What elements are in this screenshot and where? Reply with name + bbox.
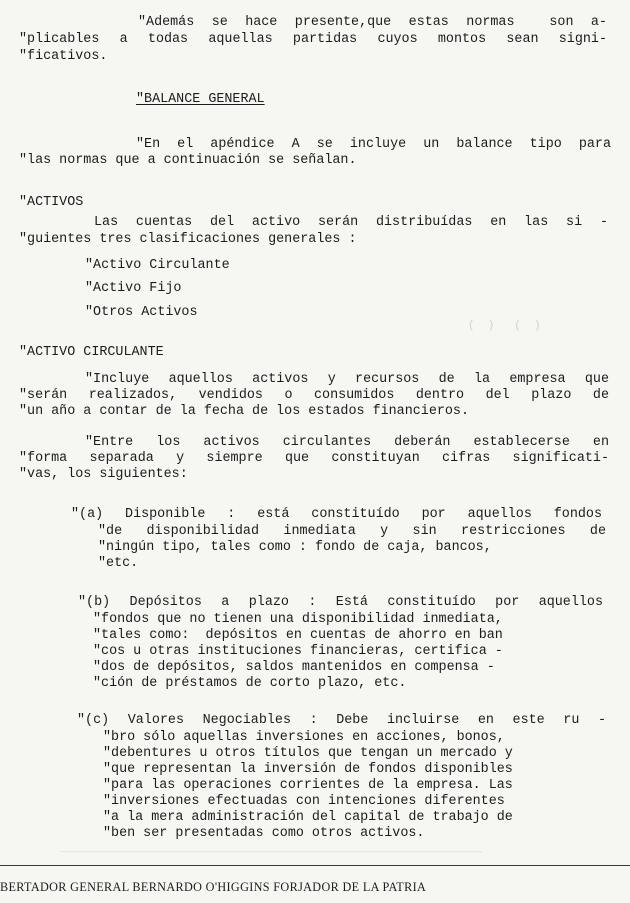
activos-item-2: "Activo Fijo <box>85 281 182 296</box>
item-a-line-4: "etc. <box>98 556 139 571</box>
activos-line-1: Las cuentas del activo serán distribuídas en las si - <box>94 215 608 230</box>
item-a-line-3: "ningún tipo, tales como : fondo de caja, bancos, <box>98 540 492 555</box>
footer-rule <box>0 865 630 866</box>
item-b-line-4: "cos u otras instituciones financieras, certifica - <box>93 644 503 659</box>
circulante-p2-line-3: "vas, los siguientes: <box>19 467 188 482</box>
item-c-line-2: "bro sólo aquellas inversiones en acciones, bonos, <box>103 730 505 745</box>
item-a-line-2: "de disponibilidad inmediata y sin restricciones de <box>98 524 606 539</box>
item-c-line-3: "debentures u otros títulos que tengan un mercado y <box>103 746 513 761</box>
item-c-line-6: "inversiones efectuadas con intenciones diferentes <box>103 794 505 809</box>
activos-item-3: "Otros Activos <box>85 305 198 320</box>
balance-line-2: "las normas que a continuación se señalan. <box>19 153 357 168</box>
footer-text: BERTADOR GENERAL BERNARDO O'HIGGINS FORJADOR DE LA PATRIA <box>0 880 427 894</box>
item-b-line-2: "fondos que no tienen una disponibilidad inmediata, <box>93 612 503 627</box>
item-a-line-1: "(a) Disponible : está constituído por aquellos fondos <box>71 507 602 522</box>
balance-heading: "BALANCE GENERAL <box>136 92 265 107</box>
item-c-line-1: "(c) Valores Negociables : Debe incluirse en este ru - <box>77 713 606 728</box>
activos-item-1: "Activo Circulante <box>85 258 230 273</box>
item-b-line-6: "ción de préstamos de corto plazo, etc. <box>93 676 407 691</box>
circulante-p2-line-1: "Entre los activos circulantes deberán establecerse en <box>85 435 609 450</box>
intro-line-2: "plicables a todas aquellas partidas cuyos montos sean signi- <box>19 32 607 47</box>
intro-line-3: "ficativos. <box>19 49 108 64</box>
circulante-p2-line-2: "forma separada y siempre que constituyan cifras significati- <box>19 451 609 466</box>
balance-line-1: "En el apéndice A se incluye un balance tipo para <box>136 137 611 152</box>
bleed-through-mark: ________________________________________________________________ <box>60 843 483 855</box>
circulante-p1-line-2: "serán realizados, vendidos o consumidos dentro del plazo de <box>19 388 609 403</box>
activos-heading: "ACTIVOS <box>19 195 84 210</box>
item-b-line-5: "dos de depósitos, saldos mantenidos en compensa - <box>93 660 495 675</box>
item-c-line-8: "ben ser presentadas como otros activos. <box>103 826 425 841</box>
circulante-p1-line-1: "Incluye aquellos activos y recursos de la empresa que <box>85 372 609 387</box>
circulante-p1-line-3: "un año a contar de la fecha de los estados financieros. <box>19 404 469 419</box>
item-c-line-5: "para las operaciones corrientes de la empresa. Las <box>103 778 513 793</box>
bleed-through-mark: ( ) ( ) <box>468 320 541 332</box>
intro-line-1: "Además se hace presente,que estas normas son a- <box>138 15 607 30</box>
activos-line-2: "guientes tres clasificaciones generales : <box>19 232 357 247</box>
circulante-heading: "ACTIVO CIRCULANTE <box>19 345 164 360</box>
item-c-line-7: "a la mera administración del capital de trabajo de <box>103 810 513 825</box>
item-b-line-3: "tales como: depósitos en cuentas de ahorro en ban <box>93 628 503 643</box>
item-c-line-4: "que representan la inversión de fondos disponibles <box>103 762 513 777</box>
item-b-line-1: "(b) Depósitos a plazo : Está constituído por aquellos <box>78 595 603 610</box>
